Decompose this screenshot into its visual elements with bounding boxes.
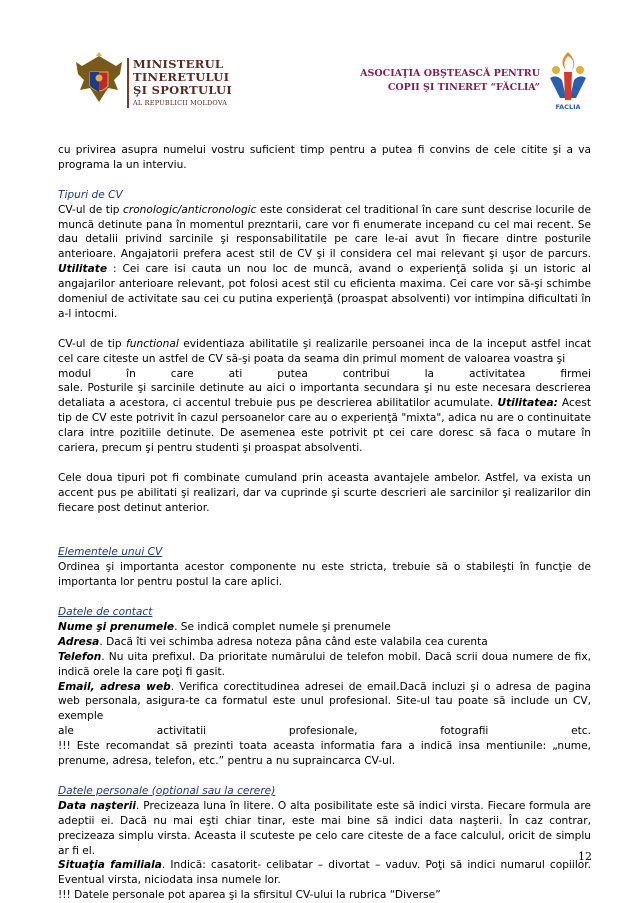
elemente-title-text: Elementele unui CV bbox=[58, 546, 163, 559]
telefon-line bbox=[58, 650, 591, 680]
italic-term: functional bbox=[126, 337, 179, 350]
contact-note: !!! Este recomandat să prezinti toata aceasta informatia fara a indică insa mentiunile: „nume, prenume, adresa, telefon, etc.” pentru a nu supraincarca CV-ul. bbox=[58, 740, 591, 768]
email-label: Email, adresa web bbox=[58, 680, 171, 693]
ministry-line-4: AL REPUBLICII MOLDOVA bbox=[133, 99, 228, 107]
utilitatea-label: Utilitatea: bbox=[497, 397, 558, 410]
contact-title bbox=[58, 605, 591, 620]
personale-title bbox=[58, 784, 591, 799]
combined-paragraph: Cele doua tipuri pot fi combinate cumuland prin aceasta avantajele ambelor. Astfel, va exista un accent pus pe abilitati şi realizari, dar va cuprinde şi scurte descrieri ale sarcinilor şi realizarilor din fiecare post detinut anterior. bbox=[58, 471, 591, 514]
functional-continued bbox=[58, 381, 591, 456]
contact-title-text: Datele de contact bbox=[58, 606, 153, 619]
elemente-paragraph: Ordinea şi importanta acestor componente nu este stricta, trebuie să o stabileşti în funcţie de importanta lor pentru postul la care aplici. bbox=[58, 561, 591, 589]
association-line-2: COPII ŞI TINERET “FĂCLIA” bbox=[387, 82, 540, 93]
personale-title-text: Datele personale (optional sau la cerere) bbox=[58, 784, 276, 797]
text-span: evidentiaza abilitatile şi realizarile persoanei inca de la inceput astfel incat cel care citeste un astfel de CV să-şi poata da seama din primul moment de valoarea voastra şi bbox=[58, 337, 592, 365]
document-body bbox=[58, 143, 591, 903]
situatia-label: Situaţia familiala bbox=[58, 859, 162, 872]
text-span: CV-ul de tip bbox=[58, 337, 127, 350]
text-span: : Cei care isi cauta un nou loc de muncă, avand o experienţă solida şi un istoric al angajarilor anterioare relevant, pot folosi acest stil cu eficienta maxima. Cei care vor să-şi schimbe domeniul de activitate sau cei cu putina experienţă (proaspat absolventi) vor intimpina dificultati în a-l intocmi. bbox=[58, 263, 591, 320]
tipuri-title-text: Tipuri de CV bbox=[58, 188, 123, 201]
telefon-label: Telefon bbox=[58, 650, 102, 663]
ministry-line-1: MINISTERUL bbox=[133, 57, 224, 71]
text-span: . Verifica corectitudinea adresei de email.Dacă incluzi şi o adresa de pagina web personala, asigura-te ca formatul este unul profesional. Site-ul tau poate să include un CV, exemple bbox=[58, 680, 591, 723]
page-number: 12 bbox=[578, 850, 592, 863]
email-spread-line: ale activitatii profesionale, fotografii etc. bbox=[58, 725, 591, 738]
text-span: . Indică: casatorit- celibatar – divortat – vaduv. Poţi să indici numarul copiilor. Eventual virsta, niciodata insa numele lor. bbox=[58, 859, 591, 887]
text-span: sale. Posturile şi sarcinile detinute au aici o importanta secundara şi nu este necesara descrierea detaliata a acestora, ci accentul trebuie pus pe descrierea abilitatilor acumulate. bbox=[58, 382, 591, 410]
ministry-line-2: TINERETULUI bbox=[133, 70, 230, 84]
cronologic-paragraph bbox=[58, 203, 591, 322]
adresa-label: Adresa bbox=[58, 635, 100, 648]
association-title bbox=[330, 67, 540, 95]
text-span: este considerat cel traditional în care sunt descrise locurile de muncă detinute pana în momentul prezntarii, care vor fi enumerate incepand cu cel mai recent. Se dau detalii privind sarcinile şi responsabilitatile pe care le-ai avut în fiecare dintre posturile anterioare. Angajatorii prefera acest stil de CV şi il considera cel mai relevant şi uşor de parcurs. bbox=[58, 203, 591, 261]
ministry-line-3: ŞI SPORTULUI bbox=[133, 83, 233, 97]
association-line-1: ASOCIAŢIA OBŞTEASCĂ PENTRU bbox=[360, 68, 540, 79]
text-span: CV-ul de tip bbox=[58, 203, 124, 216]
text-span: . Se indică complet numele şi prenumele bbox=[174, 620, 391, 633]
text-span: . Nu uita prefixul. Da prioritate numărului de telefon mobil. Dacă scrii doua numere de fix, indică orele la care poţi fi gasit. bbox=[58, 650, 591, 678]
nume-line bbox=[58, 620, 591, 635]
text-span: . Dacă îti vei schimba adresa noteza pâna când este valabila cea curenta bbox=[99, 635, 488, 648]
text-span: . Precizeaza luna în litere. O alta posibilitate este să indici virsta. Fiecare formula are adeptii ei. Dacă nu mai eşti chiar tinar, este mai bine să indici data naşterii. În caz contrar, precizeaza simplu virsta. Aceasta il scuteste pe celo care citeste de a face calculul, oricit de simplu ar fi el. bbox=[58, 799, 591, 857]
faclia-logo bbox=[544, 48, 592, 112]
personale-note: !!! Datele personale pot aparea şi la sfirsitul CV-ului la rubrica “Diverse” bbox=[58, 889, 441, 902]
faclia-logo-text: FACLIA bbox=[555, 103, 581, 111]
ministry-title bbox=[133, 58, 233, 107]
nume-label: Nume şi prenumele bbox=[58, 620, 175, 633]
page-header bbox=[0, 0, 638, 128]
email-line bbox=[58, 680, 591, 725]
coat-of-arms-logo bbox=[70, 52, 128, 110]
text-span: Acest tip de CV este potrivit în cazul persoanelor care au o experienţă "mixta", adica nu are o continuitate clara intre pozitiile detinute. De asemenea este potrivit pt cei care doresc să faca o mutare în cariera, precum şi pentru studenti şi proaspat absolventi. bbox=[58, 397, 591, 455]
spread-line: modul în care ati putea contribui la activitatea firmei bbox=[58, 367, 591, 380]
functional-paragraph bbox=[58, 337, 591, 367]
italic-term: cronologic/anticronologic bbox=[123, 203, 257, 216]
adresa-line bbox=[58, 635, 591, 650]
ministry-divider bbox=[127, 58, 129, 108]
intro-paragraph: cu privirea asupra numelui vostru suficient timp pentru a putea fi convins de cele citite şi a va programa la un interviu. bbox=[58, 144, 591, 171]
data-nasterii-label: Data naşterii bbox=[58, 799, 137, 812]
data-nasterii-line bbox=[58, 799, 591, 859]
elemente-title bbox=[58, 545, 591, 560]
situatia-line bbox=[58, 858, 591, 888]
tipuri-title bbox=[58, 188, 591, 203]
utilitate-label: Utilitate bbox=[58, 263, 108, 276]
